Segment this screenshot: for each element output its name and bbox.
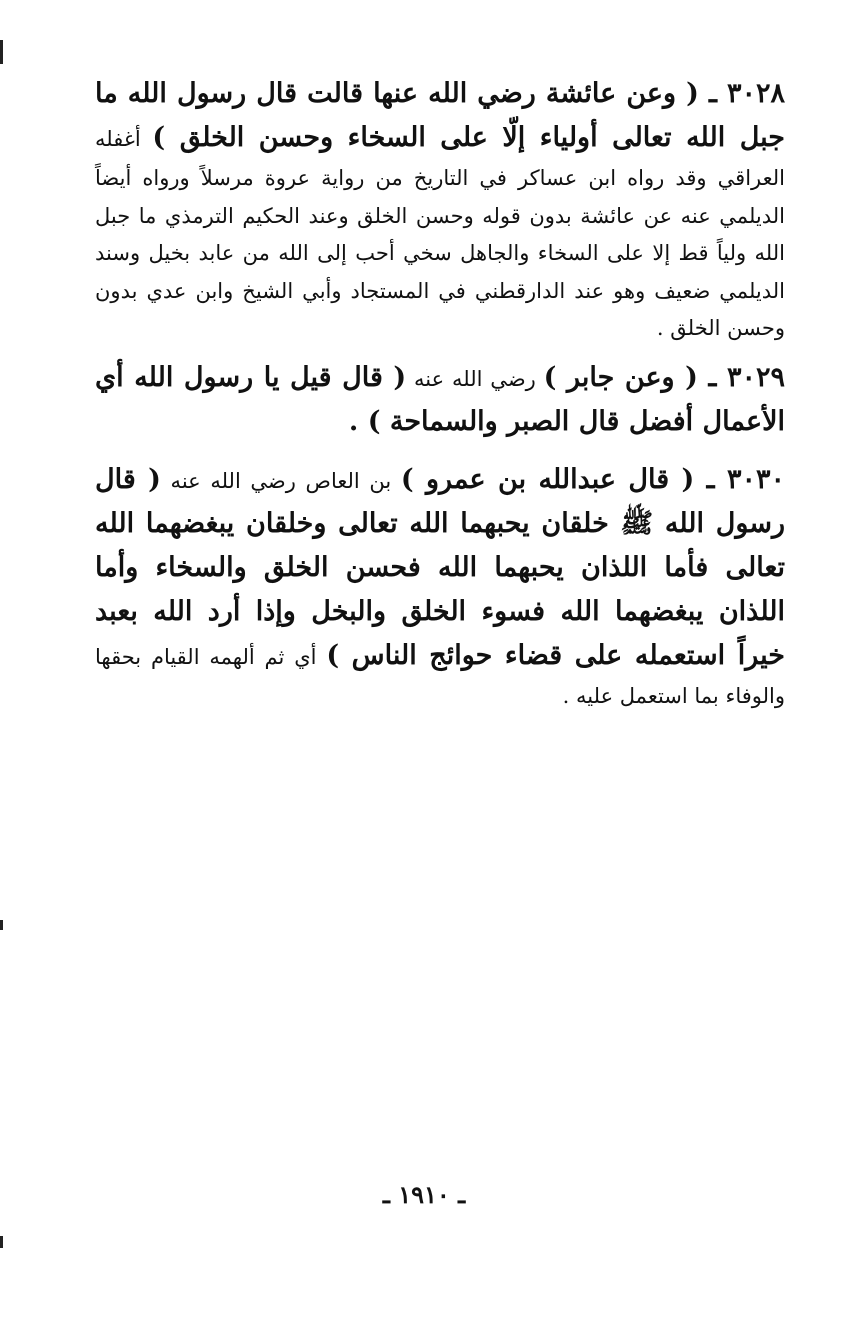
scan-edge-mark-top (0, 40, 3, 64)
entry-3029 (95, 356, 785, 444)
entry-3030-narrator: ٣٠٣٠ ـ ( قال عبدالله بن عمرو ) (400, 463, 785, 495)
entry-3029-hadith: ( قال قيل يا رسول الله أي الأعمال أفضل قال الصبر والسماحة ) . (95, 361, 785, 437)
page-number: ـ ١٩١٠ ـ (382, 1180, 466, 1209)
entry-3028 (95, 72, 785, 348)
entry-3028-hadith: ٣٠٢٨ ـ ( وعن عائشة رضي الله عنها قالت قال رسول الله ما جبل الله تعالى أولياء إلّا على السخاء وحسن الخلق ) (95, 78, 785, 153)
entry-3028-commentary: أغفله العراقي وقد رواه ابن عساكر في التاريخ من رواية عروة مرسلاً ورواه أيضاً الديلمي عنه عن عائشة بدون قوله وحسن الخلق وعند الحكيم الترمذي ما جبل الله ولياً قط إلا على السخاء والجاهل سخي أحب إلى الله من عابد بخيل وسند الديلمي ضعيف وهو عند الدارقطني في المستجاد وأبي الشيخ وابن عدي بدون وحسن الخلق . (95, 127, 785, 340)
entry-3030 (95, 458, 785, 716)
entry-3030-commentary: أي ثم ألهمه القيام بحقها والوفاء بما استعمل عليه . (95, 644, 785, 708)
entry-3030-honorific: بن العاص رضي الله عنه (160, 468, 401, 493)
page-body (95, 72, 785, 715)
scan-edge-mark-middle (0, 920, 3, 930)
entry-3029-narrator: ٣٠٢٩ ـ ( وعن جابر ) (543, 361, 786, 393)
entry-3029-honorific: رضي الله عنه (406, 366, 544, 391)
scan-edge-mark-bottom (0, 1236, 3, 1248)
entry-3030-hadith: ( قال رسول الله ﷺ خلقان يحبهما الله تعالى وخلقان يبغضهما الله تعالى فأما اللذان يحبهما الله فحسن الخلق والسخاء وأما اللذان يبغضهما الله فسوء الخلق والبخل وإذا أرد الله بعبد خيراً استعمله على قضاء حوائج الناس ) (95, 463, 785, 671)
